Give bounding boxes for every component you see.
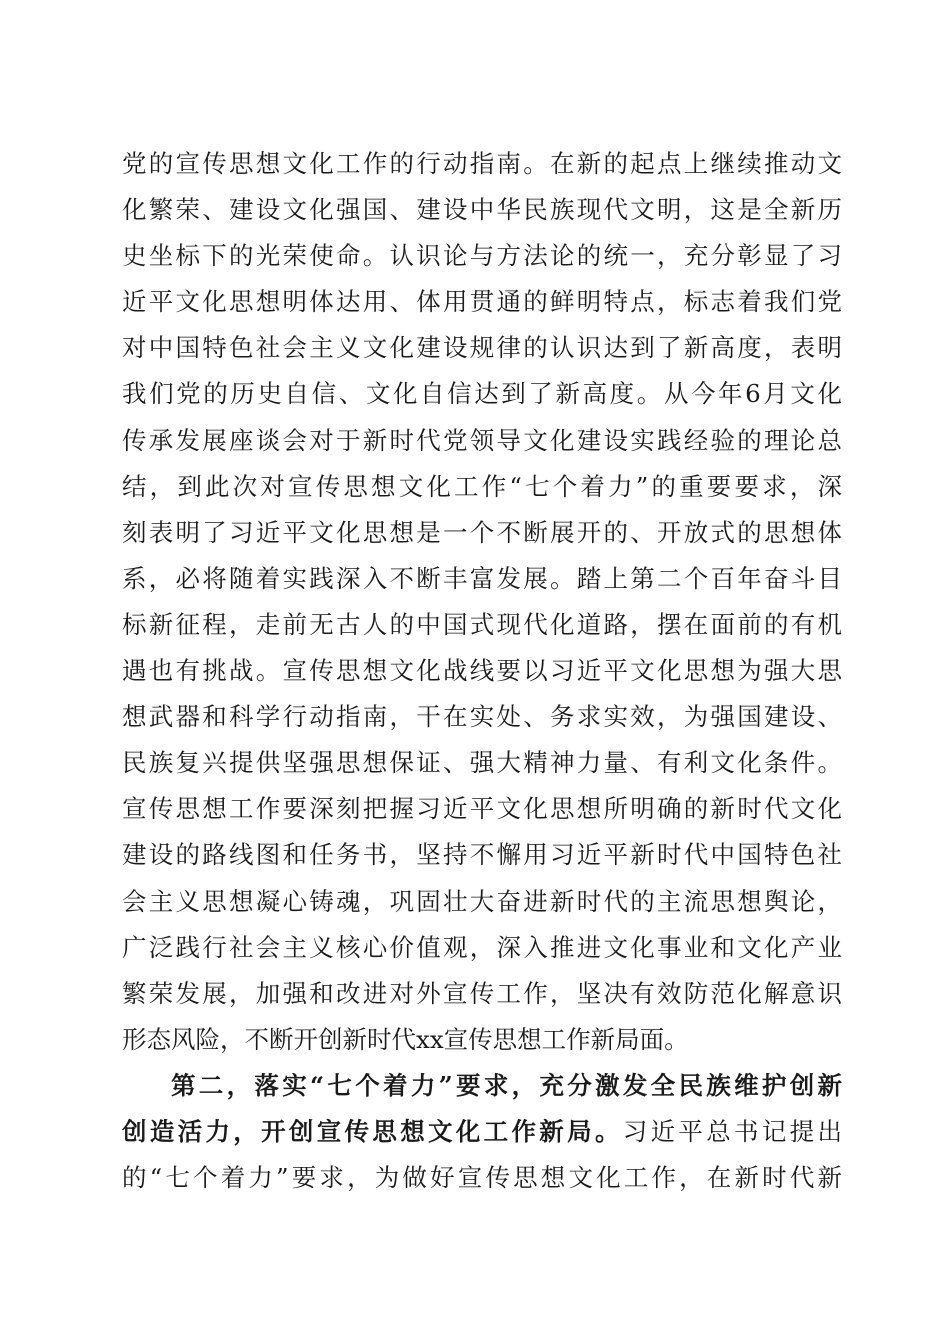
body-text: 习近平总书记提出 xyxy=(622,1116,843,1146)
text-line: 形态风险，不断开创新时代xx宣传思想工作新局面。 xyxy=(122,1024,689,1054)
text-line: 会主义思想凝心铸魂，巩固壮大奋进新时代的主流思想舆论， xyxy=(122,886,842,916)
text-line: 我们党的历史自信、文化自信达到了新高度。从今年6月文化 xyxy=(122,379,842,409)
text-line: 化繁荣、建设文化强国、建设中华民族现代文明，这是全新历 xyxy=(122,195,842,225)
section-heading-tail: 创造活力，开创宣传思想文化工作新局。 xyxy=(122,1116,623,1146)
text-line xyxy=(122,1109,842,1155)
text-line: 宣传思想工作要深刻把握习近平文化思想所明确的新时代文化 xyxy=(122,794,842,824)
text-line: 的“七个着力”要求，为做好宣传思想文化工作，在新时代新 xyxy=(122,1163,842,1193)
text-line: 史坐标下的光荣使命。认识论与方法论的统一，充分彰显了习 xyxy=(122,241,842,271)
text-line: 建设的路线图和任务书，坚持不懈用习近平新时代中国特色社 xyxy=(122,840,842,870)
text-line: 系，必将随着实践深入不断丰富发展。踏上第二个百年奋斗目 xyxy=(122,563,842,593)
section-heading-line: 第二，落实“七个着力”要求，充分激发全民族维护创新 xyxy=(171,1070,842,1100)
paragraph-1 xyxy=(122,141,842,1063)
text-line: 近平文化思想明体达用、体用贯通的鲜明特点，标志着我们党 xyxy=(122,287,842,317)
text-line: 想武器和科学行动指南，干在实处、务求实效，为强国建设、 xyxy=(122,702,842,732)
document-body xyxy=(122,141,842,1201)
paragraph-2 xyxy=(122,1063,842,1201)
text-line: 刻表明了习近平文化思想是一个不断展开的、开放式的思想体 xyxy=(122,517,842,547)
text-line: 传承发展座谈会对于新时代党领导文化建设实践经验的理论总 xyxy=(122,425,842,455)
text-line: 民族复兴提供坚强思想保证、强大精神力量、有利文化条件。 xyxy=(122,748,842,778)
text-line: 广泛践行社会主义核心价值观，深入推进文化事业和文化产业 xyxy=(122,932,842,962)
text-line: 结，到此次对宣传思想文化工作“七个着力”的重要要求，深 xyxy=(122,471,842,501)
text-line: 对中国特色社会主义文化建设规律的认识达到了新高度，表明 xyxy=(122,333,842,363)
text-line: 遇也有挑战。宣传思想文化战线要以习近平文化思想为强大思 xyxy=(122,656,842,686)
text-line: 党的宣传思想文化工作的行动指南。在新的起点上继续推动文 xyxy=(122,149,842,178)
text-line: 繁荣发展，加强和改进对外宣传工作，坚决有效防范化解意识 xyxy=(122,978,842,1008)
text-line: 标新征程，走前无古人的中国式现代化道路，摆在面前的有机 xyxy=(122,609,842,639)
